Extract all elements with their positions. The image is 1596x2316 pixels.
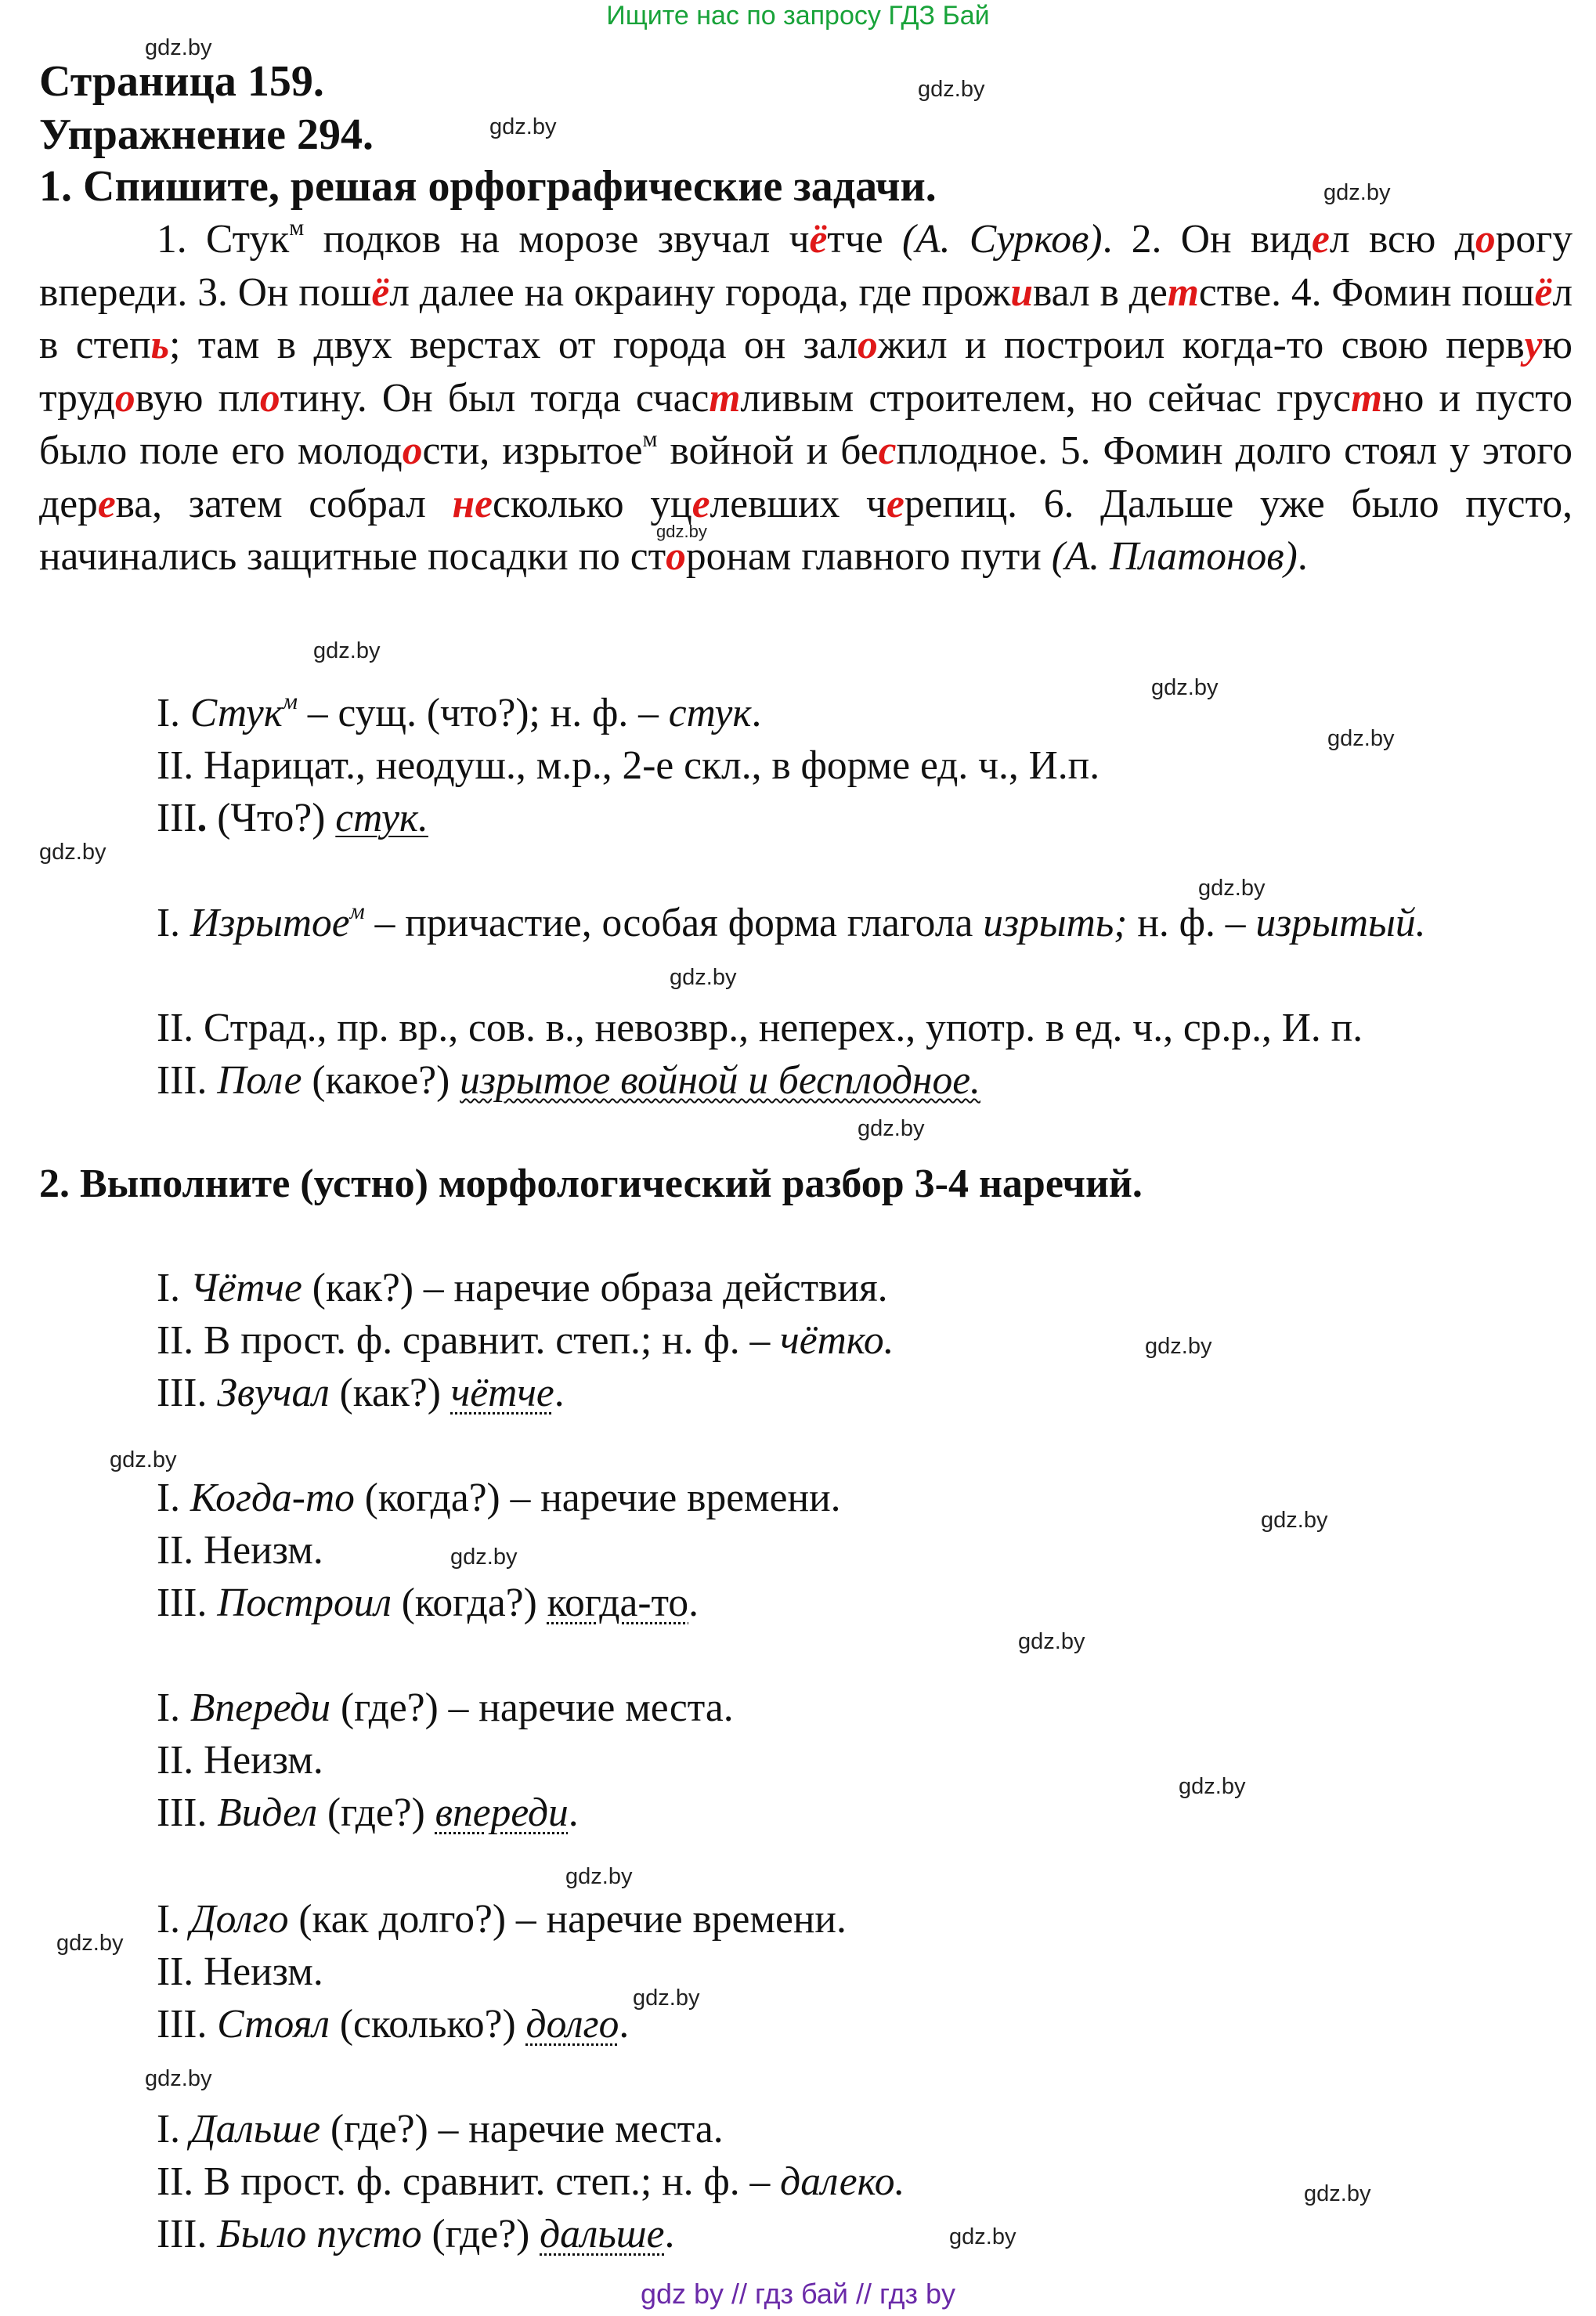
watermark: gdz.by (656, 522, 707, 541)
adverb-2-line3: III. Построил (когда?) когда-то. (157, 1581, 699, 1625)
analysis-stuk-line2: II. Нарицат., неодуш., м.р., 2-е скл., в форме ед. ч., И.п. (157, 743, 1100, 788)
watermark: gdz.by (1304, 2181, 1371, 2206)
bottom-banner[interactable]: gdz by // гдз бай // гдз by (640, 2278, 956, 2310)
analysis-izrytoe-line2: II. Страд., пр. вр., сов. в., невозвр., неперех., употр. в ед. ч., ср.р., И. п. (157, 1006, 1363, 1050)
adverb-5-line1: I. Дальше (где?) – наречие места. (157, 2107, 724, 2152)
adverb-5-line3: III. Было пусто (где?) дальше. (157, 2212, 675, 2256)
adverb-4-line1: I. Долго (как долго?) – наречие времени. (157, 1897, 847, 1942)
analysis-stuk-line3: III. (Что?) стук. (157, 796, 428, 840)
adverb-3-line1: I. Впереди (где?) – наречие места. (157, 1686, 734, 1730)
analysis-izrytoe-line3: III. Поле (какое?) изрытое войной и бесплодное. (157, 1058, 980, 1103)
task1-title: 1. Спишите, решая орфографические задачи. (39, 162, 937, 211)
watermark: gdz.by (565, 1864, 633, 1889)
watermark: gdz.by (39, 840, 107, 865)
watermark: gdz.by (858, 1116, 925, 1141)
watermark: gdz.by (670, 965, 737, 990)
watermark: gdz.by (1018, 1629, 1085, 1654)
exercise-text: 1. Стук$^м$ подков на морозе звучал чётче (А. Сурков). 2. Он видел всю дорогу впереди. 3. Он пошёл далее на окраину города, где проживал в детстве. 4. Фомин пошёл в степь; там в двух верстах от города он заложил и построил когда-то свою первую трудовую плотину. Он был тогда счастливым строителем, но сейчас грустно и пусто было поле его молодости, изрытое$^м$ войной и бесплодное. 5. Фомин долго стоял у этого дерева, затем собрал несколько уцелевших черепиц. 6. Дальше уже было пусто, начинались защитные посадки по сторонам главного пути (А. Платонов). (39, 215, 1573, 579)
watermark: gdz.by (56, 1931, 124, 1956)
task2-title: 2. Выполните (устно) морфологический разбор 3-4 наречий. (39, 1162, 1143, 1206)
watermark: gdz.by (1261, 1508, 1328, 1533)
adverb-1-line2: II. В прост. ф. сравнит. степ.; н. ф. – чётко. (157, 1318, 894, 1363)
watermark: gdz.by (145, 35, 212, 60)
adverb-3-line2: II. Неизм. (157, 1738, 323, 1783)
adverb-3-line3: III. Видел (где?) впереди. (157, 1790, 579, 1835)
watermark: gdz.by (110, 1447, 177, 1472)
adverb-2-line1: I. Когда-то (когда?) – наречие времени. (157, 1476, 841, 1520)
page-title: Страница 159. (39, 57, 324, 106)
watermark: gdz.by (313, 638, 381, 663)
watermark: gdz.by (918, 77, 985, 102)
watermark: gdz.by (450, 1545, 518, 1570)
adverb-1-line1: I. Чётче (как?) – наречие образа действия. (157, 1266, 888, 1310)
top-banner[interactable]: Ищите нас по запросу ГДЗ Бай (606, 1, 990, 31)
exercise-title: Упражнение 294. (39, 110, 374, 159)
adverb-5-line2: II. В прост. ф. сравнит. степ.; н. ф. – далеко. (157, 2159, 905, 2204)
analysis-stuk-line1: I. Стук$^м$ – сущ. (что?); н. ф. – стук. (157, 688, 762, 735)
watermark: gdz.by (1323, 180, 1391, 205)
watermark: gdz.by (145, 2066, 212, 2091)
analysis-izrytoe-line1: I. Изрытое$^м$ – причастие, особая форма глагола изрыть; н. ф. – изрытый. (157, 898, 1426, 945)
watermark: gdz.by (633, 1985, 700, 2011)
adverb-2-line2: II. Неизм. (157, 1528, 323, 1573)
adverb-1-line3: III. Звучал (как?) чётче. (157, 1371, 565, 1415)
adverb-4-line3: III. Стоял (сколько?) долго. (157, 2002, 630, 2047)
watermark: gdz.by (1145, 1334, 1212, 1359)
adverb-4-line2: II. Неизм. (157, 1949, 323, 1994)
watermark: gdz.by (489, 114, 557, 139)
watermark: gdz.by (1198, 876, 1266, 901)
watermark: gdz.by (1327, 726, 1395, 751)
watermark: gdz.by (1179, 1774, 1246, 1799)
watermark: gdz.by (1151, 675, 1219, 700)
watermark: gdz.by (949, 2224, 1016, 2249)
